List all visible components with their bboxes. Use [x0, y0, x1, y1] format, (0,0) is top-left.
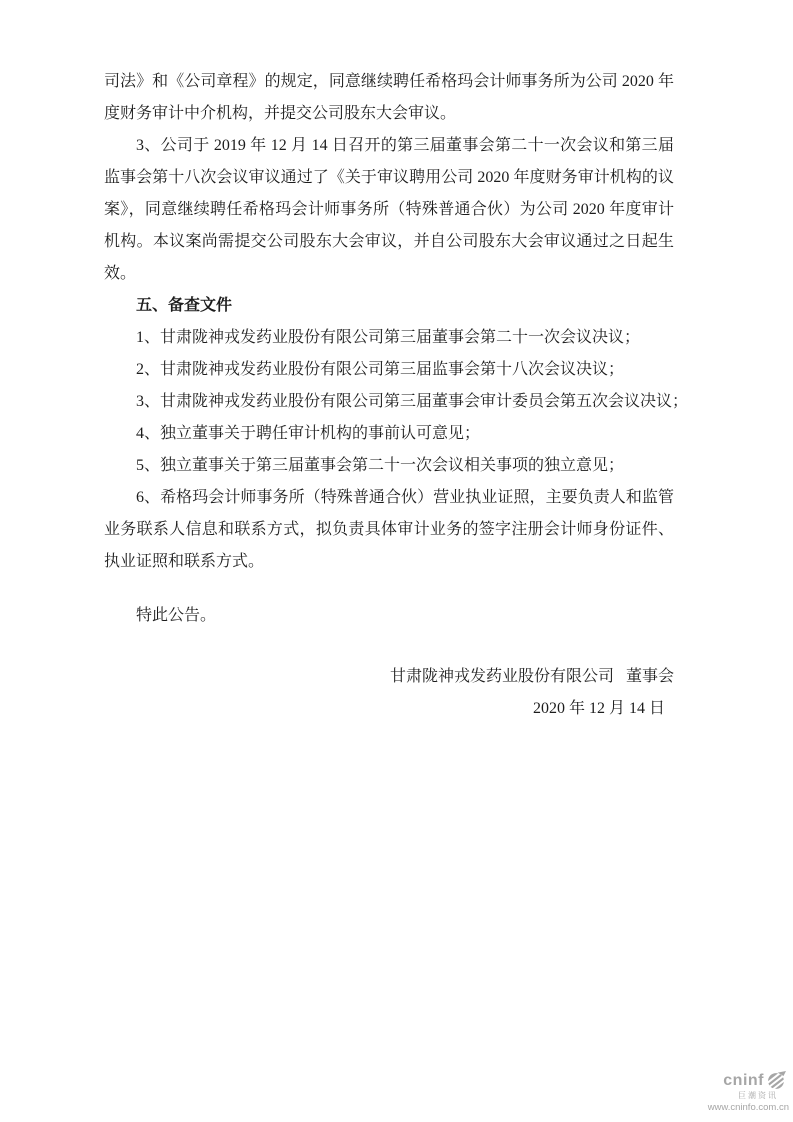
closing-statement: 特此公告。 — [136, 607, 217, 624]
list-item: 5、独立董事关于第三届董事会第二十一次会议相关事项的独立意见； — [136, 457, 625, 474]
signature-block — [104, 661, 674, 725]
paragraph-line: 3、公司于 2019 年 12 月 14 日召开的第三届董事会第二十一次会议和第三届 — [136, 137, 674, 154]
list-item-continuation: 业务联系人信息和联系方式，拟负责具体审计业务的签字注册会计师身份证件、 — [104, 521, 674, 538]
cninfo-watermark — [700, 1071, 790, 1113]
list-item-continuation: 执业证照和联系方式。 — [104, 553, 265, 570]
paragraph-line: 案》，同意继续聘任希格玛会计师事务所（特殊普通合伙）为公司 2020 年度审计 — [104, 201, 674, 218]
paragraph-continuation-line: 司法》和《公司章程》的规定，同意继续聘任希格玛会计师事务所为公司 2020 年 — [104, 73, 674, 90]
cninfo-brand-text: cninf — [723, 1071, 764, 1089]
cninfo-url: www.cninfo.com.cn — [707, 1101, 789, 1113]
list-item: 3、甘肃陇神戎发药业股份有限公司第三届董事会审计委员会第五次会议决议； — [136, 393, 689, 410]
list-item: 6、希格玛会计师事务所（特殊普通合伙）营业执业证照，主要负责人和监管 — [136, 489, 674, 506]
list-item: 2、甘肃陇神戎发药业股份有限公司第三届监事会第十八次会议决议； — [136, 361, 625, 378]
paragraph-line: 效。 — [104, 265, 137, 282]
section-heading: 五、备查文件 — [136, 297, 233, 314]
paragraph-line: 机构。本议案尚需提交公司股东大会审议，并自公司股东大会审议通过之日起生 — [104, 233, 674, 250]
signature-date: 2020 年 12 月 14 日 — [532, 700, 665, 717]
paragraph-continuation-line: 度财务审计中介机构，并提交公司股东大会审议。 — [104, 105, 457, 122]
list-item: 1、甘肃陇神戎发药业股份有限公司第三届董事会第二十一次会议决议； — [136, 329, 641, 346]
cninfo-chinese-name: 巨潮资讯 — [738, 1090, 778, 1100]
list-item: 4、独立董事关于聘任审计机构的事前认可意见； — [136, 425, 481, 442]
document-body — [104, 66, 689, 578]
cninfo-logo-icon — [766, 1071, 786, 1091]
signature-company: 甘肃陇神戎发药业股份有限公司 董事会 — [389, 668, 674, 685]
paragraph-line: 监事会第十八次会议审议通过了《关于审议聘用公司 2020 年度财务审计机构的议 — [104, 169, 674, 186]
